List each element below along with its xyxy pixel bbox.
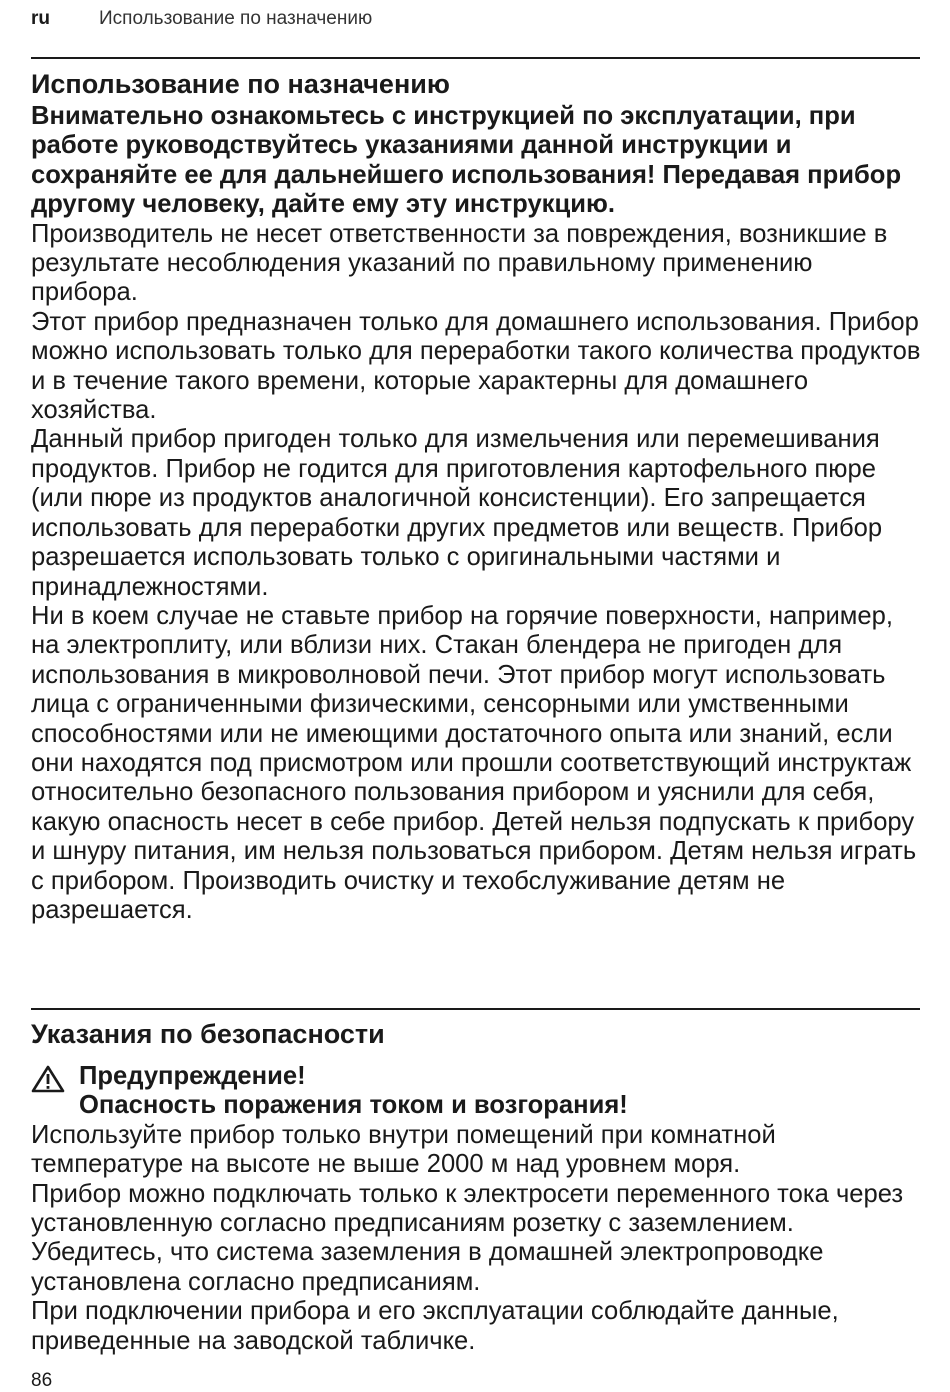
section-divider-top — [31, 57, 920, 59]
paragraph-restrictions: Ни в коем случае не ставьте прибор на горячие поверхности, например, на электроплиту, или вблизи них. Стакан блендера не пригоден для использования в микроволновой печи. Этот прибор могут использовать лица с ограниченными физическими, сенсорными или умственными способностями или не имеющими достаточного опыта или знаний, если они находятся под присмотром или прошли соответствующий инструктаж относительно безопасного пользования прибором и уяснили для себя, какую опасность несет в себе прибор. Детей нельзя подпускать к прибору и шнуру питания, им нельзя пользоваться прибором. Детям нельзя играть с прибором. Производить очистку и техобслуживание детям не разрешается. — [31, 601, 917, 924]
running-title: Использование по назначению — [99, 8, 373, 29]
section-title-safety: Указания по безопасности — [31, 1019, 385, 1049]
paragraph-indoor-use: Используйте прибор только внутри помещений при комнатной температуре на высоте не выше 2000 м над уровнем моря. — [31, 1120, 776, 1179]
page-number: 86 — [31, 1370, 53, 1391]
lead-paragraph: Внимательно ознакомьтесь с инструкцией по эксплуатации, при работе руководствуйтесь указаниями данной инструкции и сохраняйте ее для дальнейшего использования! Передавая прибор другому человеку, дайте ему эту инструкцию. — [31, 102, 902, 219]
paragraph-household-use: Этот прибор предназначен только для домашнего использования. Прибор можно использовать только для переработки такого количества продуктов и в течение такого времени, которые характерны для домашнего хозяйства. — [31, 307, 921, 425]
warning-block — [31, 1062, 926, 1121]
paragraph-grounding: Прибор можно подключать только к электросети переменного тока через установленную согласно предписаниям розетку с заземлением. Убедитесь, что система заземления в домашней электропроводке установлена согласно предписаниям. — [31, 1179, 904, 1296]
language-code: ru — [31, 8, 50, 29]
warning-triangle-icon — [31, 1065, 65, 1093]
section-intended-use — [31, 66, 926, 925]
section-safety — [31, 1016, 926, 1356]
page-header — [31, 6, 372, 32]
warning-label: Предупреждение! — [79, 1062, 306, 1090]
warning-hazard: Опасность поражения током и возгорания! — [79, 1091, 628, 1120]
paragraph-suitable-use: Данный прибор пригоден только для измельчения или перемешивания продуктов. Прибор не годится для приготовления картофельного пюре (или пюре из продуктов аналогичной консистенции). Его запрещается использовать для переработки других предметов или веществ. Прибор разрешается использовать только с оригинальными частями и принадлежностями. — [31, 425, 883, 601]
section-divider-safety — [31, 1008, 920, 1010]
paragraph-rating-plate: При подключении прибора и его эксплуатации соблюдайте данные, приведенные на заводской табличке. — [31, 1297, 839, 1355]
paragraph-liability: Производитель не несет ответственности за повреждения, возникшие в результате несоблюдения указаний по правильному применению прибора. — [31, 219, 888, 307]
section-title-intended-use: Использование по назначению — [31, 69, 450, 99]
